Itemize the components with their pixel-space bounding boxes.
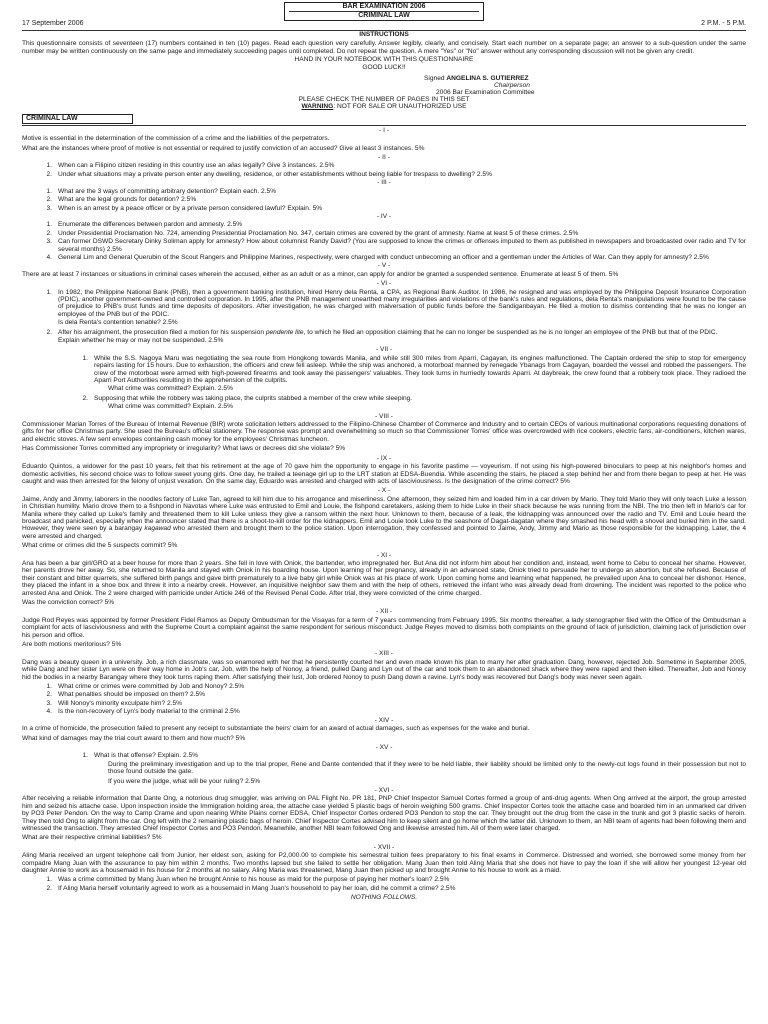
question-text: What are the instances where proof of motive is not essential or required to justify conviction of an accused? Give at least 3 instances. 5% bbox=[22, 144, 425, 152]
sub-question bbox=[22, 691, 746, 698]
item-number: 1. bbox=[82, 752, 88, 760]
exam-title: BAR EXAMINATION 2006 bbox=[342, 3, 426, 10]
question-number: - III - bbox=[377, 179, 391, 187]
item-number: 1. bbox=[46, 187, 52, 195]
question-number: - IX - bbox=[376, 454, 392, 462]
sub-question bbox=[22, 254, 746, 261]
item-number: 1. bbox=[46, 221, 52, 229]
date-line bbox=[22, 20, 746, 29]
item-text: When can a Filipino citizen residing in this country use an alias legally? Give 3 instances. 2.5% bbox=[58, 162, 335, 170]
item-text: What is that offense? Explain. 2.5% bbox=[94, 752, 198, 760]
exam-page bbox=[22, 0, 746, 902]
item-text: In 1982, the Philippine National Bank (PNB), then a government banking institution, hired Henry dela Renta, a CPA, as Regional Bank Auditor. In 1986, he resigned and was employed by the Philippine Deposit Insurance Corporation (PDIC), another government-owned and controlled corporation. In 1995, after the PNB management unearthed many irregularities and violations of the bank's rules and regulations, dela Renta's manipulations were found to be the cause of prejudice to PNB's trust funds and time deposits of depositors. After investigation, he was charged with malversation of public funds before the Sandiganbayan. He filed a motion to dismiss contending that he was no longer an employee of the PNB but of the PDIC. bbox=[58, 288, 746, 318]
question-text: Has Commissioner Torres committed any impropriety or irregularity? What laws or decrees did she violate? 5% bbox=[22, 445, 346, 453]
sub-question bbox=[22, 395, 746, 402]
sub-question bbox=[22, 196, 746, 203]
warning-label: WARNING bbox=[301, 103, 334, 111]
signer-position: Chairperson bbox=[494, 82, 530, 90]
item-text: Is the non-recovery of Lyn's body material to the criminal 2.5% bbox=[58, 708, 240, 716]
item-number: 2. bbox=[46, 170, 52, 178]
item-text: After his arraignment, the prosecution filed a motion for his suspension pendente lite, to which he filed an opposition claiming that he can no longer be suspended as he is no longer an employee of the PNB but that of the PDIC. bbox=[58, 328, 718, 336]
item-number: 3. bbox=[46, 699, 52, 707]
exam-title-box bbox=[284, 2, 484, 21]
question-text: Judge Rod Reyes was appointed by former President Fidel Ramos as Deputy Ombudsman for the Visayas for a term of 7 years commencing from February 1995. Six months thereafter, a lady stenographer filed with the Office of the Ombudsman a complaint for acts of lasciviousness and with the Supreme Court a complaint against the same respondent for serious misconduct. Judge Reyes moved to dismiss both complaints on the ground of lack of jurisdiction, claiming lack of jurisdiction over his person and office. bbox=[22, 616, 746, 639]
item-number: 3. bbox=[46, 238, 52, 246]
question-text: In a crime of homicide, the prosecution failed to present any receipt to substantiate the heirs' claim for an award of actual damages, such as expenses for the wake and burial. bbox=[22, 725, 530, 733]
item-text: Can former DSWD Secretary Dinky Soliman apply for amnesty? How about columnist Randy David? (You are supposed to know the crimes or offenses imputed to them as published in newspapers and broadcasted over radio and TV for several months) 2.5% bbox=[58, 238, 746, 253]
item-text: General Lim and General Querubin of the Scout Rangers and Philippine Marines, respectively, were charged with conduct unbecoming an officer and a gentleman under the Articles of War. Can they apply for amnesty? 2.5% bbox=[58, 253, 709, 261]
sub-question bbox=[22, 205, 746, 212]
signature-block bbox=[424, 75, 746, 96]
question-number: - V - bbox=[377, 262, 391, 270]
item-number: 2. bbox=[46, 884, 52, 892]
question-text: Commissioner Marian Torres of the Bureau of Internal Revenue (BIR) wrote solicitation letters addressed to the Filipino-Chinese Chamber of Commerce and Industry and to certain CEOs of various multinational corporations requesting donations of gifts for her office Christmas party. She used the Bureau's official stationery. The response was prompt and overwhelming so much so that Commissioner Torres' office was overcrowded with rice cookers, electric fans, air-conditioners, kitchen wares, and electric stoves. A few sent envelopes containing cash money for the employees' Christmas luncheon. bbox=[22, 421, 746, 443]
question-number: - VIII - bbox=[375, 412, 393, 420]
item-number: 2. bbox=[82, 394, 88, 402]
sub-question bbox=[22, 876, 746, 883]
item-text: If Aling Maria herself voluntarily agreed to work as a housemaid in Mang Juan's household to pay her loan, did he commit a crime? 2.5% bbox=[58, 884, 456, 892]
hand-in-notice: HAND IN YOUR NOTEBOOK WITH THIS QUESTIONNAIRE bbox=[294, 56, 474, 64]
sub-question bbox=[22, 162, 746, 169]
exam-subject: CRIMINAL LAW bbox=[289, 11, 479, 20]
question-prompt: Is dela Renta's contention tenable? 2.5% bbox=[58, 319, 178, 327]
exam-date: 17 September 2006 bbox=[22, 20, 84, 27]
sub-question bbox=[22, 171, 746, 178]
question-number: - I - bbox=[379, 126, 389, 134]
question-prompt: What crime was committed? Explain. 2.5% bbox=[108, 403, 233, 411]
item-number: 1. bbox=[46, 683, 52, 691]
item-number: 3. bbox=[46, 204, 52, 212]
question-text: Aling Maria received an urgent telephone call from Junior, her eldest son, asking for P2,000.00 to complete his semestral tuition fees preparatory to his final exams in Commerce. Distressed and worried, she borrowed some money from her compadre Mang Juan with the assurance to pay him within 2 months. Two months lapsed but she failed to settle her obligation. Mang Juan then told Aling Maria that she does not have to pay the loan if she will allow her youngest 12-year old daughter Annie to work as a housemaid in his house for 2 months at no salary. Aling Maria was threatened, Mang Juan then picked up and brought Annie to his house to work as a maid. bbox=[22, 852, 746, 874]
question-text: Eduardo Quintos, a widower for the past 10 years, felt that his retirement at the age of 70 gave him the opportunity to engage in his favorite pastime — voyeurism. If not using his high-powered binoculars to peep at his neighbor's homes and domestic activities, his second choice was to follow sweet young girls. One day, he trailed a teenage girl up to the LRT station at EDSA-Buendia. While ascending the stairs, he placed a step behind her and from there began to peep at her. He was caught and was then arrested for the felony of unjust vexation. On the same day, Eduardo was arrested and charged with acts of lasciviousness. Is the designation of the crime correct? 5% bbox=[22, 463, 746, 485]
sub-question bbox=[22, 188, 746, 195]
item-text: Under Presidential Proclamation No. 724, amending Presidential Proclamation No. 347, certain crimes are covered by the grant of amnesty. Name at least 5 of these crimes. 2.5% bbox=[58, 229, 579, 237]
sub-question bbox=[22, 355, 746, 385]
end-marker: NOTHING FOLLOWS. bbox=[350, 894, 418, 902]
question-number: - XVII - bbox=[373, 843, 395, 851]
question-number: - II - bbox=[378, 154, 390, 162]
item-number: 1. bbox=[46, 876, 52, 884]
instructions-body: This questionnaire consists of seventeen (17) numbers contained in ten (10) pages. Read each question very carefully. Answer legibly, clearly, and concisely. Start each number on a separate page; an answer to a sub-question under the same number may be written continuously on the same page and immediately succeeding pages until completed. Do not repeat the question. A mere "Yes" or "No" answer without any corresponding discussion will not be given any credit. bbox=[22, 40, 746, 55]
check-pages-notice: PLEASE CHECK THE NUMBER OF PAGES IN THIS SET bbox=[298, 96, 470, 104]
question-text: After receiving a reliable information that Dante Ong, a notorious drug smuggler, was arriving on PAL Flight No. PR 181, PNP Chief Inspector Samuel Cortes formed a group of anti-drug agents. When Ong arrived at the airport, the group arrested him and seized his attache case. Upon inspection inside the Immigration holding area, the attache case yielded 5 plastic bags of heroin weighing 500 grams. Chief Inspector Cortes took the attache case and boarded him in an unmarked car driven by PO3 Peter Pendon. On the way to Camp Crame and upon nearing White Plains corner EDSA, Chief Inspector Cortes ordered PO3 Pendon to stop the car. They brought out the drug from the case in the trunk and got 3 plastic sacks of heroin. They then told Ong to alight from the car. Ong left with the 2 remaining plastic bags of heroin. Chief Inspector Cortes advised him to keep silent and go home which the latter did. Unknown to them, an NBI team of agents had been following them and witnessed the transaction. They arrested Chief Inspector Cortes and PO3 Pendon. Meanwhile, another NBI team followed Ong and likewise arrested him. All of them were later charged. bbox=[22, 795, 746, 832]
question-number: - XII - bbox=[375, 608, 393, 616]
sub-question bbox=[22, 700, 746, 707]
question-text: During the preliminary investigation and up to the trial proper, Rene and Dante contended that if they were to be held liable, their liability should be limited only to the newly-cut logs found in their possession but not to those found outside the gate. bbox=[108, 760, 746, 776]
committee-name: 2006 Bar Examination Committee bbox=[436, 89, 535, 97]
question-prompt: Explain whether he may or may not be suspended. 2.5% bbox=[58, 337, 224, 344]
sub-question bbox=[22, 238, 746, 253]
signed-label: Signed bbox=[424, 75, 445, 83]
warning-text: : NOT FOR SALE OR UNAUTHORIZED USE bbox=[333, 103, 467, 111]
item-number: 1. bbox=[82, 354, 88, 362]
signer-name: ANGELINA S. GUTIERREZ bbox=[446, 75, 529, 83]
question-text: Ana has been a bar girl/GRO at a beer house for more than 2 years. She fell in love with Oniok, the bartender, who impregnated her. But Ana did not inform him about her condition and, instead, went home to Cebu to conceal her shame. However, her parents drove her away. So, she returned to Manila and stayed with Oniok in his boarding house. Upon learning of her pregnancy, already in an advanced state, Oniok tried to persuade her to undergo an abortion, but she refused. Because of their constant and bitter quarrels, she suffered birth pangs and gave birth prematurely to a live baby girl while Oniok was at his place of work. Upon coming home and learning what happened, he prevailed upon Ana to conceal her dishonor. Hence, they placed the infant in a shoe box and threw it into a nearby creek. However, an inquisitive neighbor saw them and with the help of others, retrieved the infant who was already dead from drowning. The incident was reported to the police who arrested Ana and Oniok. The 2 were charged with parricide under Article 246 of the Revised Penal Code. After trial, they were convicted of the crime charged. bbox=[22, 559, 746, 597]
item-text: Supposing that while the robbery was taking place, the culprits stabbed a member of the crew while sleeping. bbox=[94, 394, 413, 402]
sub-question bbox=[22, 683, 746, 690]
sub-question bbox=[22, 289, 746, 319]
item-text: While the S.S. Nagoya Maru was negotiating the sea route from Hongkong towards Manila, and while still 300 miles from Aparri, Cagayan, its engines malfunctioned. The Captain ordered the ship to stop for emergency repairs lasting for 15 hours. Due to exhaustion, the officers and crew fell asleep. While the ship was anchored, a motorboat manned by renegade Ybanags from Cagayan, boarded the vessel and robbed the passengers. The crew of the motorboat were armed with high-powered firearms and took away the passengers' valuables. They took turns in hurriedly towards Aparri. At daybreak, the crew found that a robbery took place. They radioed the Aparri Port Authorities resulting in the apprehension of the culprits. bbox=[94, 354, 746, 385]
item-text: When is an arrest by a peace officer or by a private person considered lawful? Explain. 5% bbox=[58, 204, 323, 212]
question-number: - XV - bbox=[375, 743, 393, 751]
question-number: - XIV - bbox=[374, 716, 394, 724]
item-text: What penalties should be imposed on them? 2.5% bbox=[58, 691, 205, 699]
item-text: What are the 3 ways of committing arbitrary detention? Explain each. 2.5% bbox=[58, 187, 277, 195]
question-prompt: What are their respective criminal liabilities? 5% bbox=[22, 834, 162, 842]
question-text: There are at least 7 instances or situations in criminal cases wherein the accused, either as an adult or as a minor, can apply for and/or be granted a suspended sentence. Enumerate at least 5 of them. 5% bbox=[22, 270, 619, 278]
question-prompt: Was the conviction correct? 5% bbox=[22, 599, 115, 606]
item-number: 2. bbox=[46, 328, 52, 336]
question-number: - XIII - bbox=[375, 650, 393, 658]
item-text: Was a crime committed by Mang Juan when he brought Annie to his house as maid for the purpose of paying her mother's loan? 2.5% bbox=[58, 876, 450, 884]
item-number: 2. bbox=[46, 196, 52, 204]
question-number: - XVI - bbox=[374, 786, 394, 794]
question-number: - X - bbox=[377, 487, 391, 495]
question-prompt: What crime was committed? Explain. 2.5% bbox=[108, 385, 233, 393]
item-number: 1. bbox=[46, 288, 52, 296]
item-text: What crime or crimes were committed by Job and Nonoy? 2.5% bbox=[58, 683, 245, 691]
question-text: Dang was a beauty queen in a university. Job, a rich classmate, was so enamored with her that he persistently courted her and even made known his plan to marry her after graduation. Dang, however, rejected Job. Sometime in September 2005, while Dang and her sister Lyn were on their way home in Job's car, Job, with the help of Nonoy, a friend, pulled Dang and Lyn out of the car and took them to an abandoned shack where they were raped and then killed. Thereafter, Job and Nonoy hid the bodies in a nearby Barangay where they took turns raping them. After satisfying their lust, Job ordered Nonoy to push Dang down a ravine. Lyn's body was recovered but Dang's body was never seen again. bbox=[22, 658, 746, 681]
question-number: - IV - bbox=[376, 212, 392, 220]
item-number: 4. bbox=[46, 708, 52, 716]
section-title: CRIMINAL LAW bbox=[22, 114, 133, 124]
question-number: - VII - bbox=[375, 346, 393, 354]
item-text: Under what situations may a private person enter any dwelling, residence, or other establishments without being liable for trespass to dwelling? 2.5% bbox=[58, 170, 492, 178]
question-text: Motive is essential in the determination of the commission of a crime and the liabilities of the perpetrators. bbox=[22, 135, 330, 143]
sub-question bbox=[22, 752, 746, 759]
sub-question bbox=[22, 221, 746, 228]
section-rule bbox=[22, 125, 746, 126]
item-text: What are the legal grounds for detention? 2.5% bbox=[58, 196, 197, 204]
item-number: 1. bbox=[46, 162, 52, 170]
sub-question bbox=[22, 329, 746, 336]
instructions-heading: INSTRUCTIONS bbox=[22, 30, 746, 38]
question-prompt: If you were the judge, what will be your ruling? 2.5% bbox=[108, 777, 261, 785]
sub-question bbox=[22, 230, 746, 237]
exam-time: 2 P.M. - 5 P.M. bbox=[701, 20, 746, 27]
sub-question bbox=[22, 885, 746, 892]
item-number: 2. bbox=[46, 691, 52, 699]
warning-notice bbox=[22, 103, 746, 110]
good-luck: GOOD LUCK!! bbox=[362, 63, 406, 71]
question-number: - XI - bbox=[376, 551, 392, 559]
question-prompt: Are both motions meritorious? 5% bbox=[22, 641, 122, 649]
question-prompt: What kind of damages may the trial court award to them and how much? 5% bbox=[22, 734, 246, 742]
item-text: Enumerate the differences between pardon and amnesty. 2.5% bbox=[58, 221, 243, 229]
question-text: Jaime, Andy and Jimmy, laborers in the noodles factory of Luke Tan, agreed to kill him due to his arrogance and miserliness. One afternoon, they seized him and loaded him in a car driven by Mario. They told Mario they will only teach Luke a lesson in Christian humility. Mario drove them to a fishpond in Navotas where Luke was entrusted to Emil and Louie, the fishpond caretakers, asking them to hide Luke in their shack because he was running from the NBI. The trio then left in Mario's car for Manila where they called up Luke's family and threatened them to kill Luke unless they give a ransom within the next hour. Unknown to them, because of a leak, the kidnapping was announced over the radio and TV. Emil and Louie heard the broadcast and panicked, especially when the announcer stated that there is a shoot-to-kill order for the kidnappers. Emil and Louie took Luke to the seashore of Dagat-dagatan where they smashed his head with a shovel and buried him in the sand. However, they were seen by a barangay kagawad who arrested them and brought them to the police station. Upon interrogation, they confessed and pointed to Jaime, Andy, Jimmy and Mario as those responsible for the kidnapping. Later, the 4 were arrested and charged. bbox=[22, 495, 746, 540]
item-number: 4. bbox=[46, 253, 52, 261]
item-text: Will Nonoy's minority exculpate him? 2.5% bbox=[58, 699, 183, 707]
question-prompt: What crime or crimes did the 5 suspects commit? 5% bbox=[22, 542, 178, 550]
question-number: - VI - bbox=[376, 280, 392, 288]
item-number: 2. bbox=[46, 229, 52, 237]
sub-question bbox=[22, 708, 746, 715]
